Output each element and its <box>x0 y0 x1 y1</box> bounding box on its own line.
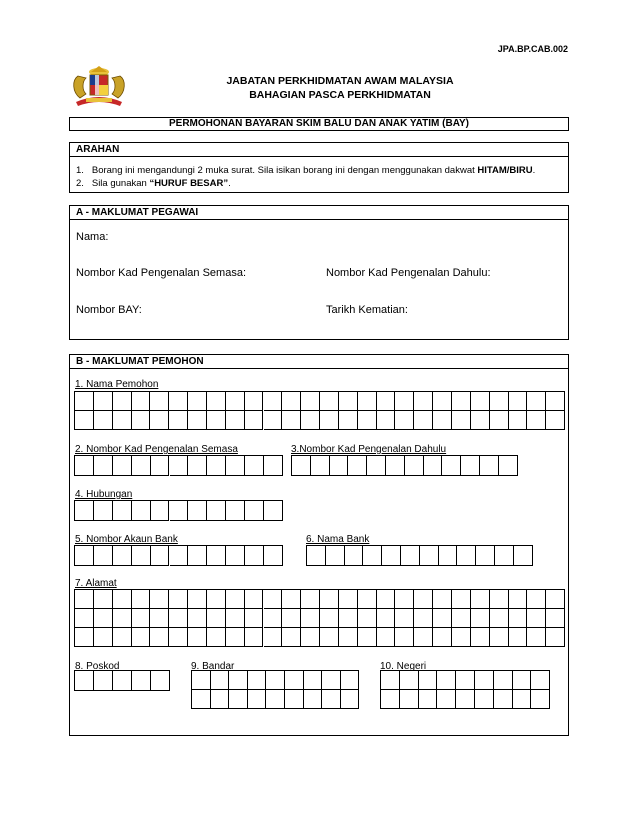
char-box[interactable] <box>75 609 94 628</box>
char-box[interactable] <box>358 411 377 430</box>
kp-dahulu-pemohon-label: 3.Nombor Kad Pengenalan Dahulu <box>291 444 447 455</box>
char-box[interactable] <box>226 501 245 521</box>
hubungan-label: 4. Hubungan <box>75 489 133 500</box>
char-box[interactable] <box>207 456 226 476</box>
char-box[interactable] <box>245 456 264 476</box>
char-box[interactable] <box>400 671 419 690</box>
division-name: BAHAGIAN PASCA PERKHIDMATAN <box>249 89 431 101</box>
char-box[interactable] <box>170 546 189 566</box>
char-box[interactable] <box>211 690 230 709</box>
char-box[interactable] <box>285 671 304 690</box>
char-box[interactable] <box>531 690 550 709</box>
char-box[interactable] <box>75 392 94 411</box>
char-box[interactable] <box>132 392 151 411</box>
char-box[interactable] <box>471 609 490 628</box>
char-box[interactable] <box>264 546 283 566</box>
char-box[interactable] <box>475 671 494 690</box>
char-box[interactable] <box>113 546 132 566</box>
char-box[interactable] <box>509 628 528 647</box>
char-box[interactable] <box>132 590 151 609</box>
char-box[interactable] <box>192 690 211 709</box>
char-box[interactable] <box>207 590 226 609</box>
char-box[interactable] <box>301 392 320 411</box>
char-box[interactable] <box>367 456 386 476</box>
char-box[interactable] <box>320 609 339 628</box>
char-box[interactable] <box>207 392 226 411</box>
char-box[interactable] <box>75 456 94 476</box>
char-box[interactable] <box>490 392 509 411</box>
char-box[interactable] <box>527 411 546 430</box>
char-box[interactable] <box>377 609 396 628</box>
char-box[interactable] <box>150 590 169 609</box>
nombor-bay-label: Nombor BAY: <box>76 304 142 316</box>
char-box[interactable] <box>405 456 424 476</box>
char-box[interactable] <box>509 609 528 628</box>
alamat-grid[interactable] <box>74 589 565 647</box>
char-box[interactable] <box>304 671 323 690</box>
char-box[interactable] <box>94 609 113 628</box>
char-box[interactable] <box>471 590 490 609</box>
char-box[interactable] <box>94 671 113 691</box>
char-box[interactable] <box>192 671 211 690</box>
char-box[interactable] <box>170 501 189 521</box>
char-box[interactable] <box>546 411 565 430</box>
char-box[interactable] <box>75 671 94 691</box>
char-box[interactable] <box>527 392 546 411</box>
char-box[interactable] <box>94 628 113 647</box>
char-box[interactable] <box>414 628 433 647</box>
char-box[interactable] <box>264 609 283 628</box>
char-box[interactable] <box>226 546 245 566</box>
char-box[interactable] <box>414 609 433 628</box>
char-box[interactable] <box>452 411 471 430</box>
char-box[interactable] <box>75 411 94 430</box>
char-box[interactable] <box>320 411 339 430</box>
char-box[interactable] <box>75 590 94 609</box>
char-box[interactable] <box>266 690 285 709</box>
char-box[interactable] <box>307 546 326 566</box>
char-box[interactable] <box>400 690 419 709</box>
char-box[interactable] <box>245 501 264 521</box>
coat-of-arms-icon <box>68 62 130 110</box>
char-box[interactable] <box>358 590 377 609</box>
char-box[interactable] <box>326 546 345 566</box>
akaun-bank-grid[interactable] <box>74 545 283 566</box>
char-box[interactable] <box>546 590 565 609</box>
char-box[interactable] <box>345 546 364 566</box>
char-box[interactable] <box>282 392 301 411</box>
nama-pemohon-grid[interactable] <box>74 391 565 430</box>
char-box[interactable] <box>188 628 207 647</box>
char-box[interactable] <box>226 411 245 430</box>
char-box[interactable] <box>282 590 301 609</box>
char-box[interactable] <box>395 628 414 647</box>
char-box[interactable] <box>339 609 358 628</box>
char-box[interactable] <box>150 411 169 430</box>
char-box[interactable] <box>113 411 132 430</box>
char-box[interactable] <box>475 690 494 709</box>
char-box[interactable] <box>245 546 264 566</box>
nama-bank-grid[interactable] <box>306 545 533 566</box>
char-box[interactable] <box>132 628 151 647</box>
char-box[interactable] <box>476 546 495 566</box>
char-box[interactable] <box>437 671 456 690</box>
char-box[interactable] <box>132 411 151 430</box>
arahan-item-1: 1. Borang ini mengandungi 2 muka surat. Sila isikan borang ini dengan menggunakan dakwat HITAM/BIRU. <box>76 165 536 176</box>
char-box[interactable] <box>401 546 420 566</box>
char-box[interactable] <box>377 392 396 411</box>
char-box[interactable] <box>457 546 476 566</box>
char-box[interactable] <box>245 411 264 430</box>
char-box[interactable] <box>452 392 471 411</box>
char-box[interactable] <box>452 628 471 647</box>
char-box[interactable] <box>358 609 377 628</box>
char-box[interactable] <box>282 411 301 430</box>
kp-semasa-pemohon-label: 2. Nombor Kad Pengenalan Semasa <box>75 444 238 455</box>
char-box[interactable] <box>433 628 452 647</box>
char-box[interactable] <box>322 671 341 690</box>
char-box[interactable] <box>420 546 439 566</box>
char-box[interactable] <box>419 671 438 690</box>
arahan-item-2: 2. Sila gunakan “HURUF BESAR”. <box>76 178 231 189</box>
char-box[interactable] <box>94 411 113 430</box>
char-box[interactable] <box>433 411 452 430</box>
char-box[interactable] <box>169 411 188 430</box>
char-box[interactable] <box>132 546 151 566</box>
char-box[interactable] <box>264 590 283 609</box>
char-box[interactable] <box>363 546 382 566</box>
char-box[interactable] <box>248 671 267 690</box>
alamat-label: 7. Alamat <box>75 578 117 589</box>
char-box[interactable] <box>169 609 188 628</box>
char-box[interactable] <box>226 628 245 647</box>
char-box[interactable] <box>188 609 207 628</box>
char-box[interactable] <box>264 628 283 647</box>
char-box[interactable] <box>188 546 207 566</box>
char-box[interactable] <box>151 671 170 691</box>
char-box[interactable] <box>226 456 245 476</box>
hubungan-grid[interactable] <box>74 500 283 521</box>
char-box[interactable] <box>229 690 248 709</box>
char-box[interactable] <box>433 590 452 609</box>
char-box[interactable] <box>339 411 358 430</box>
char-box[interactable] <box>386 456 405 476</box>
char-box[interactable] <box>150 392 169 411</box>
char-box[interactable] <box>514 546 533 566</box>
char-box[interactable] <box>292 456 311 476</box>
char-box[interactable] <box>320 628 339 647</box>
char-box[interactable] <box>282 628 301 647</box>
char-box[interactable] <box>395 392 414 411</box>
char-box[interactable] <box>546 628 565 647</box>
akaun-bank-label: 5. Nombor Akaun Bank <box>75 534 178 545</box>
char-box[interactable] <box>207 628 226 647</box>
kp-semasa-pemohon-grid[interactable] <box>74 455 283 476</box>
nama-pemohon-label: 1. Nama Pemohon <box>75 379 159 390</box>
char-box[interactable] <box>452 590 471 609</box>
kp-dahulu-pemohon-grid[interactable] <box>291 455 518 476</box>
char-box[interactable] <box>490 628 509 647</box>
char-box[interactable] <box>94 590 113 609</box>
section-a-body <box>69 219 569 340</box>
form-title: PERMOHONAN BAYARAN SKIM BALU DAN ANAK YATIM (BAY) <box>69 117 569 131</box>
char-box[interactable] <box>499 456 518 476</box>
char-box[interactable] <box>132 501 151 521</box>
char-box[interactable] <box>513 671 532 690</box>
char-box[interactable] <box>266 671 285 690</box>
char-box[interactable] <box>546 392 565 411</box>
char-box[interactable] <box>151 546 170 566</box>
arahan-body <box>69 156 569 193</box>
char-box[interactable] <box>377 628 396 647</box>
char-box[interactable] <box>330 456 349 476</box>
char-box[interactable] <box>132 671 151 691</box>
department-name: JABATAN PERKHIDMATAN AWAM MALAYSIA <box>226 75 454 87</box>
poskod-label: 8. Poskod <box>75 661 120 672</box>
char-box[interactable] <box>414 411 433 430</box>
char-box[interactable] <box>226 590 245 609</box>
char-box[interactable] <box>188 456 207 476</box>
char-box[interactable] <box>207 411 226 430</box>
char-box[interactable] <box>461 456 480 476</box>
char-box[interactable] <box>94 546 113 566</box>
negeri-grid[interactable] <box>380 670 550 709</box>
char-box[interactable] <box>513 690 532 709</box>
char-box[interactable] <box>395 590 414 609</box>
char-box[interactable] <box>320 590 339 609</box>
char-box[interactable] <box>301 411 320 430</box>
char-box[interactable] <box>188 411 207 430</box>
char-box[interactable] <box>433 392 452 411</box>
char-box[interactable] <box>341 690 360 709</box>
char-box[interactable] <box>75 501 94 521</box>
char-box[interactable] <box>282 609 301 628</box>
char-box[interactable] <box>414 590 433 609</box>
char-box[interactable] <box>169 590 188 609</box>
char-box[interactable] <box>285 690 304 709</box>
char-box[interactable] <box>264 392 283 411</box>
char-box[interactable] <box>358 392 377 411</box>
arahan-heading: ARAHAN <box>69 142 569 157</box>
char-box[interactable] <box>245 590 264 609</box>
bandar-grid[interactable] <box>191 670 359 709</box>
char-box[interactable] <box>301 609 320 628</box>
char-box[interactable] <box>471 392 490 411</box>
char-box[interactable] <box>207 609 226 628</box>
char-box[interactable] <box>339 590 358 609</box>
char-box[interactable] <box>377 411 396 430</box>
char-box[interactable] <box>490 609 509 628</box>
char-box[interactable] <box>264 411 283 430</box>
char-box[interactable] <box>301 628 320 647</box>
char-box[interactable] <box>456 690 475 709</box>
char-box[interactable] <box>490 411 509 430</box>
char-box[interactable] <box>509 590 528 609</box>
char-box[interactable] <box>207 501 226 521</box>
char-box[interactable] <box>150 609 169 628</box>
char-box[interactable] <box>94 501 113 521</box>
char-box[interactable] <box>527 609 546 628</box>
kp-dahulu-label: Nombor Kad Pengenalan Dahulu: <box>326 267 491 279</box>
char-box[interactable] <box>94 392 113 411</box>
char-box[interactable] <box>151 501 170 521</box>
char-box[interactable] <box>113 501 132 521</box>
char-box[interactable] <box>113 609 132 628</box>
char-box[interactable] <box>132 609 151 628</box>
char-box[interactable] <box>339 628 358 647</box>
char-box[interactable] <box>414 392 433 411</box>
char-box[interactable] <box>494 671 513 690</box>
char-box[interactable] <box>437 690 456 709</box>
char-box[interactable] <box>150 628 169 647</box>
char-box[interactable] <box>339 392 358 411</box>
char-box[interactable] <box>509 392 528 411</box>
char-box[interactable] <box>226 392 245 411</box>
char-box[interactable] <box>381 671 400 690</box>
negeri-label: 10. Negeri <box>380 661 427 672</box>
char-box[interactable] <box>382 546 401 566</box>
char-box[interactable] <box>490 590 509 609</box>
char-box[interactable] <box>494 690 513 709</box>
char-box[interactable] <box>439 546 458 566</box>
section-b-heading: B - MAKLUMAT PEMOHON <box>69 354 569 369</box>
char-box[interactable] <box>527 590 546 609</box>
char-box[interactable] <box>395 411 414 430</box>
char-box[interactable] <box>264 501 283 521</box>
char-box[interactable] <box>456 671 475 690</box>
char-box[interactable] <box>207 546 226 566</box>
char-box[interactable] <box>132 456 151 476</box>
char-box[interactable] <box>113 456 132 476</box>
char-box[interactable] <box>169 628 188 647</box>
char-box[interactable] <box>245 628 264 647</box>
char-box[interactable] <box>301 590 320 609</box>
char-box[interactable] <box>113 392 132 411</box>
char-box[interactable] <box>424 456 443 476</box>
char-box[interactable] <box>546 609 565 628</box>
char-box[interactable] <box>169 392 188 411</box>
char-box[interactable] <box>395 609 414 628</box>
char-box[interactable] <box>320 392 339 411</box>
char-box[interactable] <box>170 456 189 476</box>
poskod-grid[interactable] <box>74 670 170 691</box>
char-box[interactable] <box>245 609 264 628</box>
char-box[interactable] <box>113 590 132 609</box>
char-box[interactable] <box>442 456 461 476</box>
char-box[interactable] <box>358 628 377 647</box>
char-box[interactable] <box>226 609 245 628</box>
kp-semasa-label: Nombor Kad Pengenalan Semasa: <box>76 267 246 279</box>
char-box[interactable] <box>377 590 396 609</box>
char-box[interactable] <box>531 671 550 690</box>
char-box[interactable] <box>188 501 207 521</box>
char-box[interactable] <box>471 628 490 647</box>
nama-bank-label: 6. Nama Bank <box>306 534 370 545</box>
char-box[interactable] <box>229 671 248 690</box>
char-box[interactable] <box>381 690 400 709</box>
char-box[interactable] <box>304 690 323 709</box>
char-box[interactable] <box>188 590 207 609</box>
char-box[interactable] <box>341 671 360 690</box>
char-box[interactable] <box>113 671 132 691</box>
nama-label: Nama: <box>76 231 109 243</box>
form-reference: JPA.BP.CAB.002 <box>497 44 568 54</box>
char-box[interactable] <box>452 609 471 628</box>
char-box[interactable] <box>322 690 341 709</box>
char-box[interactable] <box>113 628 132 647</box>
char-box[interactable] <box>248 690 267 709</box>
char-box[interactable] <box>245 392 264 411</box>
char-box[interactable] <box>75 628 94 647</box>
char-box[interactable] <box>311 456 330 476</box>
section-a-heading: A - MAKLUMAT PEGAWAI <box>69 205 569 220</box>
tarikh-kematian-label: Tarikh Kematian: <box>326 304 408 316</box>
char-box[interactable] <box>480 456 499 476</box>
char-box[interactable] <box>433 609 452 628</box>
char-box[interactable] <box>75 546 94 566</box>
char-box[interactable] <box>151 456 170 476</box>
char-box[interactable] <box>94 456 113 476</box>
char-box[interactable] <box>527 628 546 647</box>
char-box[interactable] <box>188 392 207 411</box>
char-box[interactable] <box>471 411 490 430</box>
char-box[interactable] <box>495 546 514 566</box>
char-box[interactable] <box>509 411 528 430</box>
char-box[interactable] <box>348 456 367 476</box>
char-box[interactable] <box>419 690 438 709</box>
char-box[interactable] <box>211 671 230 690</box>
bandar-label: 9. Bandar <box>191 661 235 672</box>
char-box[interactable] <box>264 456 283 476</box>
